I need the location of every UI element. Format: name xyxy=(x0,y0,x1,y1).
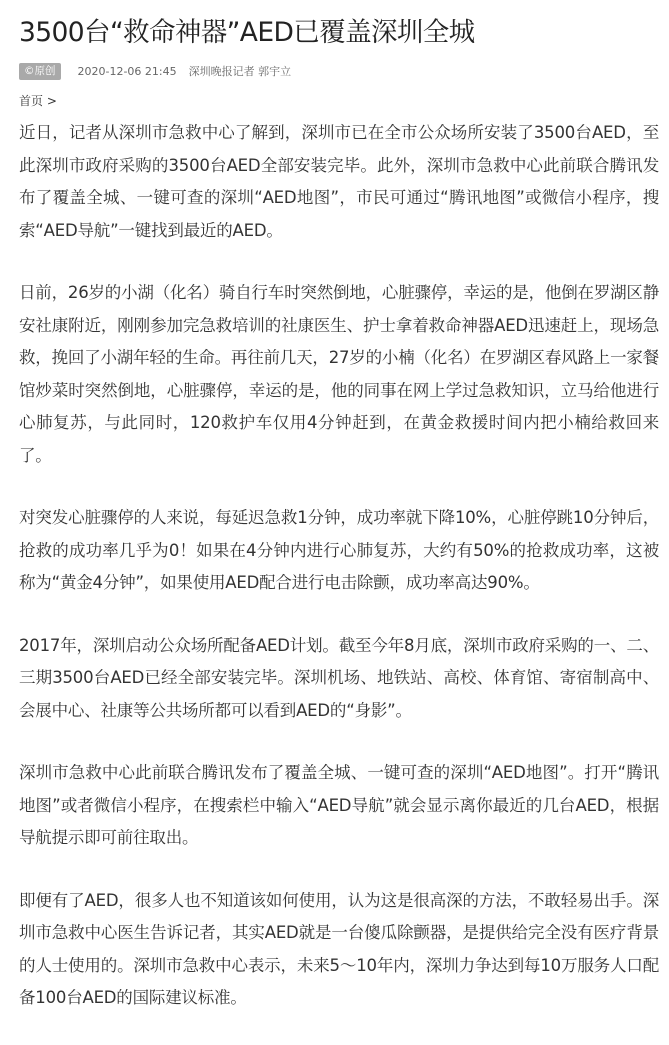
breadcrumb-separator: > xyxy=(46,94,57,108)
article-container xyxy=(19,0,659,1045)
breadcrumb-home-link[interactable]: 首页 xyxy=(19,94,44,108)
article-paragraph: 对突发心脏骤停的人来说，每延迟急救1分钟，成功率就下降10%，心脏停跳10分钟后，抢救的成功率几乎为0！如果在4分钟内进行心肺复苏，大约有50%的抢救成功率，这被称为“黄金4分钟”，如果使用AED配合进行电击除颤，成功率高达90%。 xyxy=(19,508,659,592)
article-paragraph: 2017年，深圳启动公众场所配备AED计划。截至今年8月底，深圳市政府采购的一、二、三期3500台AED已经全部安装完毕。深圳机场、地铁站、高校、体育馆、寄宿制高中、会展中心、社康等公共场所都可以看到AED的“身影”。 xyxy=(19,635,659,720)
article-paragraph: 近日，记者从深圳市急救中心了解到，深圳市已在全市公众场所安装了3500台AED，至此深圳市政府采购的3500台AED全部安装完毕。此外，深圳市急救中心此前联合腾讯发布了覆盖全城、一键可查的深圳“AED地图”，市民可通过“腾讯地图”或微信小程序，搜索“AED导航”一键找到最近的AED。 xyxy=(19,123,659,240)
article-paragraph: 日前，26岁的小湖（化名）骑自行车时突然倒地，心脏骤停，幸运的是，他倒在罗湖区静安社康附近，刚刚参加完急救培训的社康医生、护士拿着救命神器AED迅速赶上，现场急救，挽回了小湖年轻的生命。再往前几天，27岁的小楠（化名）在罗湖区春风路上一家餐馆炒菜时突然倒地，心脏骤停，幸运的是，他的同事在网上学过急救知识，立马给他进行心肺复苏，与此同时，120救护车仅用4分钟赶到，在黄金救援时间内把小楠给救回来了。 xyxy=(19,283,659,465)
article-paragraph: 深圳市急救中心此前联合腾讯发布了覆盖全城、一键可查的深圳“AED地图”。打开“腾讯地图”或者微信小程序，在搜索栏中输入“AED导航”就会显示离你最近的几台AED，根据导航提示即可前往取出。 xyxy=(19,763,659,847)
original-badge: ©原创 xyxy=(19,63,61,80)
article-paragraph: 即便有了AED，很多人也不知道该如何使用，认为这是很高深的方法，不敢轻易出手。深圳市急救中心医生告诉记者，其实AED就是一台傻瓜除颤器，是提供给完全没有医疗背景的人士使用的。深圳市急救中心表示，未来5～10年内，深圳力争达到每10万服务人口配备100台AED的国际建议标准。 xyxy=(19,890,659,1007)
publish-date: 2020-12-06 21:45 xyxy=(77,64,177,78)
breadcrumb xyxy=(19,93,659,109)
article-meta xyxy=(19,62,659,80)
article-title: 3500台“救命神器”AED已覆盖深圳全城 xyxy=(19,17,475,48)
author-name: 深圳晚报记者 郭宇立 xyxy=(188,65,292,78)
article-body xyxy=(19,117,659,1015)
